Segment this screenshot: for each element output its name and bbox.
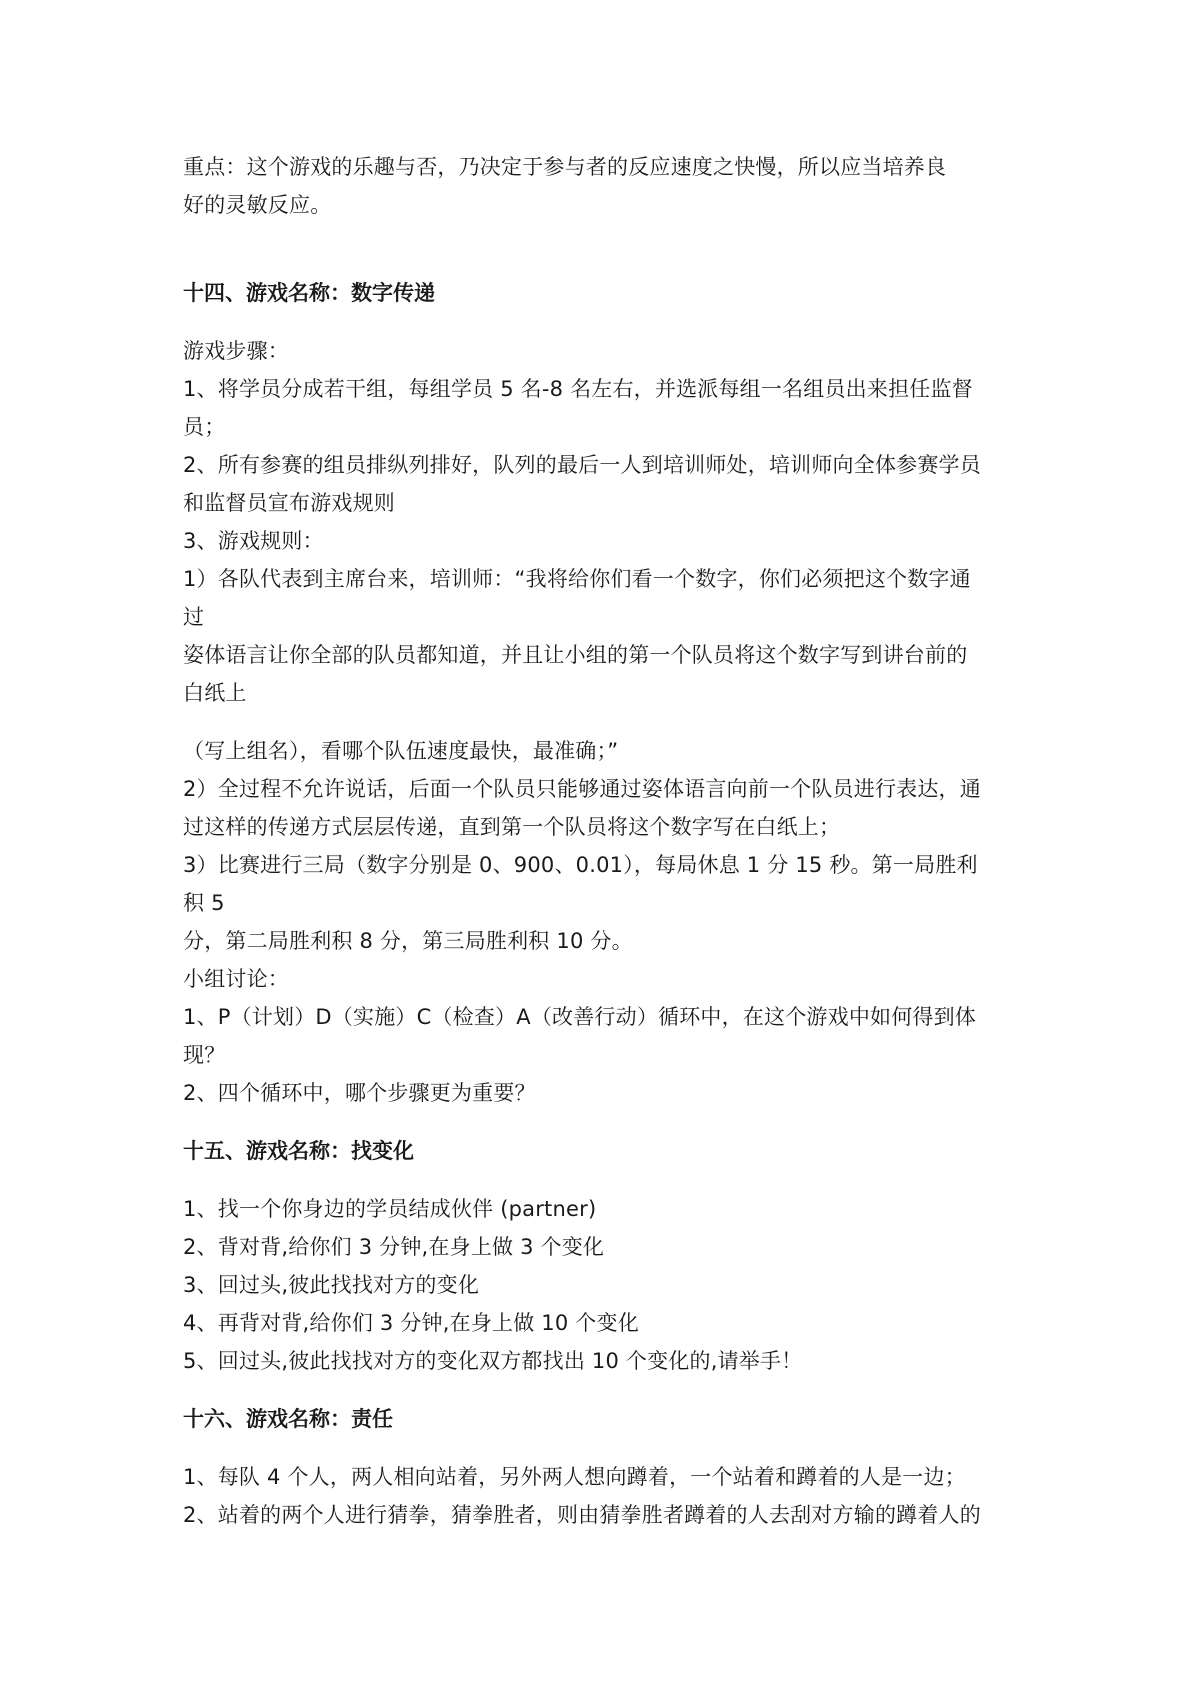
intro-paragraph xyxy=(183,148,1043,224)
paragraph-line: 2、所有参赛的组员排纵列排好，队列的最后一人到培训师处，培训师向全体参赛学员 xyxy=(183,453,981,477)
paragraph-line: 员； xyxy=(183,415,226,439)
paragraph-line: 2、四个循环中，哪个步骤更为重要？ xyxy=(183,1081,536,1105)
section-heading: 十四、游戏名称：数字传递 xyxy=(183,281,435,305)
paragraph-line: 2、背对背,给你们 3 分钟,在身上做 3 个变化 xyxy=(183,1235,605,1259)
paragraph-line: 4、再背对背,给你们 3 分钟,在身上做 10 个变化 xyxy=(183,1311,639,1335)
paragraph-line: 1、每队 4 个人，两人相向站着，另外两人想向蹲着，一个站着和蹲着的人是一边； xyxy=(183,1465,966,1489)
paragraph-line: 和监督员宣布游戏规则 xyxy=(183,491,395,515)
paragraph-line: 2、站着的两个人进行猜拳，猜拳胜者，则由猜拳胜者蹲着的人去刮对方输的蹲着人的 xyxy=(183,1503,981,1527)
paragraph-line: （写上组名），看哪个队伍速度最快，最准确；” xyxy=(183,739,619,763)
paragraph-line: 好的灵敏反应。 xyxy=(183,193,332,217)
paragraph-line: 现？ xyxy=(183,1043,226,1067)
paragraph-line: 3）比赛进行三局（数字分别是 0、900、0.01），每局休息 1 分 15 秒。第一局胜利 xyxy=(183,853,978,877)
paragraph-line: 1、将学员分成若干组，每组学员 5 名-8 名左右，并选派每组一名组员出来担任监督 xyxy=(183,377,973,401)
paragraph-line: 1）各队代表到主席台来，培训师：“我将给你们看一个数字，你们必须把这个数字通 xyxy=(183,567,971,591)
section-heading: 十六、游戏名称：责任 xyxy=(183,1407,393,1431)
paragraph-line: 重点：这个游戏的乐趣与否，乃决定于参与者的反应速度之快慢，所以应当培养良 xyxy=(183,155,947,179)
paragraph-line: 小组讨论： xyxy=(183,967,289,991)
paragraph-line: 游戏步骤： xyxy=(183,339,289,363)
paragraph-line: 分，第二局胜利积 8 分，第三局胜利积 10 分。 xyxy=(183,929,633,953)
paragraph-line: 积 5 xyxy=(183,891,225,915)
paragraph-line: 5、回过头,彼此找找对方的变化双方都找出 10 个变化的,请举手！ xyxy=(183,1349,803,1373)
paragraph-line: 过 xyxy=(183,605,205,629)
paragraph-line: 3、游戏规则： xyxy=(183,529,324,553)
paragraph-line: 姿体语言让你全部的队员都知道，并且让小组的第一个队员将这个数字写到讲台前的 xyxy=(183,643,968,667)
paragraph-line: 1、找一个你身边的学员结成伙伴 (partner) xyxy=(183,1197,597,1221)
paragraph-line: 2）全过程不允许说话，后面一个队员只能够通过姿体语言向前一个队员进行表达，通 xyxy=(183,777,981,801)
section-15 xyxy=(183,1132,1043,1380)
paragraph-line: 白纸上 xyxy=(183,681,247,705)
section-heading: 十五、游戏名称：找变化 xyxy=(183,1139,414,1163)
section-16 xyxy=(183,1400,1043,1534)
paragraph-line: 1、P（计划）D（实施）C（检查）A（改善行动）循环中，在这个游戏中如何得到体 xyxy=(183,1005,977,1029)
document-page xyxy=(183,148,1043,1534)
section-14 xyxy=(183,274,1043,1112)
paragraph-line: 过这样的传递方式层层传递，直到第一个队员将这个数字写在白纸上； xyxy=(183,815,841,839)
paragraph-line: 3、回过头,彼此找找对方的变化 xyxy=(183,1273,480,1297)
